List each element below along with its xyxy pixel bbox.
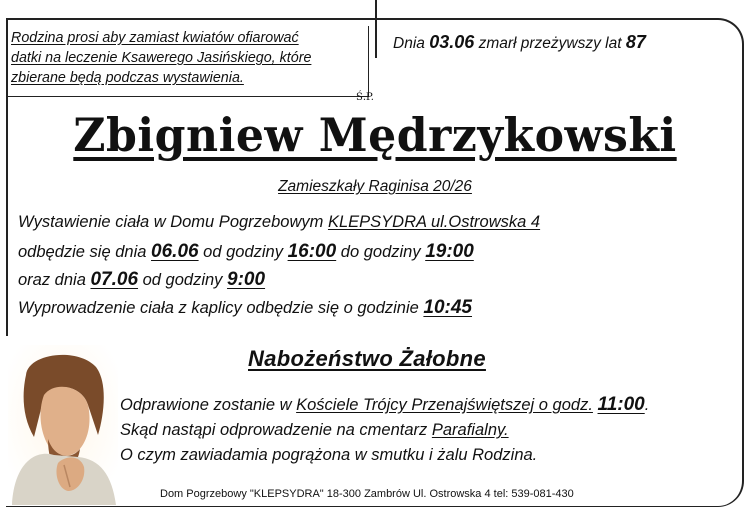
death-date: 03.06 <box>429 32 475 52</box>
mass-time: 11:00 <box>597 394 645 415</box>
mass-title: Nabożeństwo Żałobne <box>248 346 486 371</box>
request-line-3: zbierane będą podczas wystawienia. <box>11 70 244 86</box>
viewing-l2-c: do godziny <box>340 243 421 261</box>
cross-arm <box>348 18 402 20</box>
viewing-date: 06.06 <box>151 241 199 262</box>
death-age: 87 <box>625 32 646 52</box>
request-line-2: datki na leczenie Ksawerego Jasińskiego, które <box>11 50 312 66</box>
flower-request <box>11 28 371 88</box>
mass-line-3: O czym zawiadamia pogrążona w smutku i żalu Rodzina. <box>120 446 538 464</box>
mass-cemetery: Parafialny. <box>431 421 509 439</box>
viewing-to: 19:00 <box>425 241 474 262</box>
viewing-l2-a: odbędzie się dnia <box>18 243 147 261</box>
viewing-l3-b: od godziny <box>142 271 223 289</box>
viewing-l3-a: oraz dnia <box>18 271 86 289</box>
departure-text: Wyprowadzenie ciała z kaplicy odbędzie się o godzinie <box>18 299 419 317</box>
departure-time: 10:45 <box>423 297 473 318</box>
death-prefix: Dnia <box>393 35 425 52</box>
mass-l1-a: Odprawione zostanie w <box>120 396 292 414</box>
viewing-l2-b: od godziny <box>203 243 283 261</box>
honorific: Ś.P. <box>356 92 374 103</box>
footer-contact: Dom Pogrzebowy "KLEPSYDRA" 18-300 Zambrów Ul. Ostrowska 4 tel: 539-081-430 <box>160 488 574 500</box>
viewing-place: KLEPSYDRA ul.Ostrowska 4 <box>327 213 541 231</box>
viewing-line-2 <box>18 241 474 263</box>
deceased-name: Zbigniew Mędrzykowski <box>73 108 677 162</box>
viewing-from-2: 9:00 <box>227 269 266 290</box>
viewing-text: Wystawienie ciała w Domu Pogrzebowym <box>18 213 324 231</box>
viewing-date-2: 07.06 <box>90 269 139 290</box>
viewing-line-3 <box>18 269 265 291</box>
cross-icon <box>375 0 377 58</box>
death-notice <box>393 32 646 53</box>
request-line-1: Rodzina prosi aby zamiast kwiatów ofiarować <box>11 30 299 46</box>
mass-church: Kościele Trójcy Przenajświętszej o godz. <box>296 396 593 414</box>
viewing-from: 16:00 <box>287 241 337 262</box>
viewing-line-4 <box>18 297 472 319</box>
praying-jesus-image <box>8 345 118 505</box>
address: Zamieszkały Raginisa 20/26 <box>278 178 472 195</box>
mass-l1-end: . <box>644 396 650 414</box>
viewing-line-1 <box>18 213 540 232</box>
mass-line-1 <box>120 394 649 416</box>
death-middle: zmarł przeżywszy lat <box>478 35 622 52</box>
mass-l2-a: Skąd nastąpi odprowadzenie na cmentarz <box>120 421 428 439</box>
mass-line-2 <box>120 421 509 440</box>
